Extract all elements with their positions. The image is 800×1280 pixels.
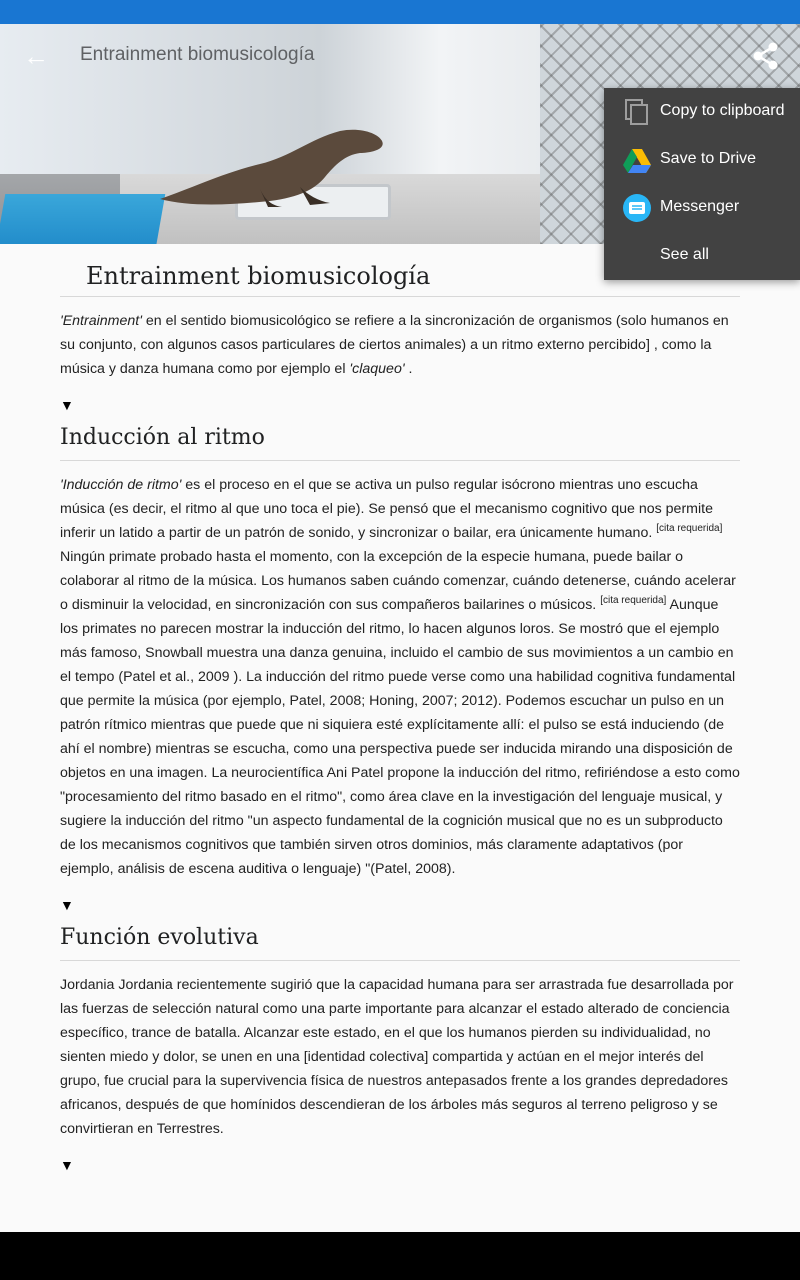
- citation-needed-link[interactable]: [cita requerida]: [656, 523, 723, 534]
- navigation-bar: [0, 1232, 800, 1280]
- section-heading-rhythm: Inducción al ritmo: [60, 425, 265, 450]
- messenger-icon: [622, 193, 652, 223]
- section-heading-evolution: Función evolutiva: [60, 925, 259, 950]
- rhythm-paragraph: 'Inducción de ritmo' es el proceso en el que se activa un pulso regular isócrono mientras uno escucha música (es decir, el ritmo al que uno toca el pie). Se pensó que el mecanismo cognitivo que nos permite inferir un latido a partir de un patrón de sonido, y sincronizar o bailar, era únicamente humano. [cita requerida] Ningún primate probado hasta el momento, con la excepción de la especie humana, puede bailar o colaborar al ritmo de la música. Los humanos saben cuándo comenzar, cuándo detenerse, cuándo acelerar o disminuir la velocidad, en sincronización con sus compañeros bailarines o músicos. [cita requerida] Aunque los primates no parecen mostrar la inducción del ritmo, lo hacen algunos loros. Se mostró que el ejemplo más famoso, Snowball muestra una danza genuina, incluido el cambio de sus movimientos a un cambio en el tempo (Patel et al., 2009 ). La inducción del ritmo puede verse como una habilidad cognitiva fundamental que permite la música (por ejemplo, Patel, 2008; Honing, 2007; 2012). Podemos escuchar un pulso en un patrón rítmico mientras que puede que ni siquiera esté explícitamente allí: el pulso se está induciendo (de ahí el nombre) mientras se escucha, como una perspectiva puede ser inducida mirando una disposición de objetos en una imagen. La neurocientífica Ani Patel propone la inducción del ritmo, refiriéndose a esto como "procesamiento del ritmo basado en el ritmo", como área clave en la investigación del lenguaje musical, y sugiere la inducción del ritmo "un aspecto fundamental de la cognición musical que no es un subproducto de los mecanismos cognitivos que también sirven otros dominios, más claramente adaptativos (por ejemplo, análisis de escena auditiva o lenguaje) "(Patel, 2008).: [60, 477, 740, 877]
- intro-paragraph: 'Entrainment' en el sentido biomusicológico se refiere a la sincronización de organismos (solo humanos en su conjunto, con algunos casos particulares de ciertos animales) a un ritmo externo percibido] , como la música y danza humana como por ejemplo el 'claqueo' .: [60, 313, 729, 377]
- app-toolbar: [0, 24, 800, 88]
- share-icon[interactable]: [750, 40, 782, 72]
- back-arrow-icon[interactable]: ←: [23, 41, 49, 71]
- citation-needed-link[interactable]: [cita requerida]: [600, 595, 667, 606]
- section-toggle[interactable]: ▼: [60, 1157, 74, 1173]
- menu-item-messenger[interactable]: Messenger: [604, 184, 800, 232]
- drive-icon: [622, 145, 652, 175]
- section-toggle[interactable]: ▼: [60, 897, 74, 913]
- hero-pool: [0, 194, 165, 244]
- section-toggle[interactable]: ▼: [60, 397, 74, 413]
- article-app: [0, 24, 800, 1232]
- share-menu: [604, 88, 800, 280]
- article-title: Entrainment biomusicología: [86, 262, 431, 290]
- menu-item-copy-to-clipboard[interactable]: Copy to clipboard: [604, 88, 800, 136]
- menu-item-see-all[interactable]: See all: [660, 246, 709, 263]
- divider: [60, 960, 740, 961]
- evolution-paragraph: Jordania Jordania recientemente sugirió que la capacidad humana para ser arrastrada fue desarrollada por las fuerzas de selección natural como una parte importante para alcanzar el estado alterado de conciencia específico, trance de batalla. Alcanzar este estado, en el que los humanos pierden su individualidad, no sienten miedo y dolor, se unen en una [identidad colectiva] compartida y actúan en el mejor interés del grupo, fue crucial para la supervivencia física de nuestros antepasados frente a los grandes depredadores africanos, después de que homínidos descendieran de los árboles más seguros al terreno peligroso y se convirtieran en Terrestres.: [60, 977, 734, 1137]
- divider: [60, 296, 740, 297]
- divider: [60, 460, 740, 461]
- sea-lion-figure: [150, 119, 410, 209]
- article-content: [60, 244, 740, 1173]
- menu-item-save-to-drive[interactable]: Save to Drive: [604, 136, 800, 184]
- toolbar-title: Entrainment biomusicología: [80, 44, 315, 65]
- copy-icon: [622, 97, 652, 127]
- status-bar: [0, 0, 800, 24]
